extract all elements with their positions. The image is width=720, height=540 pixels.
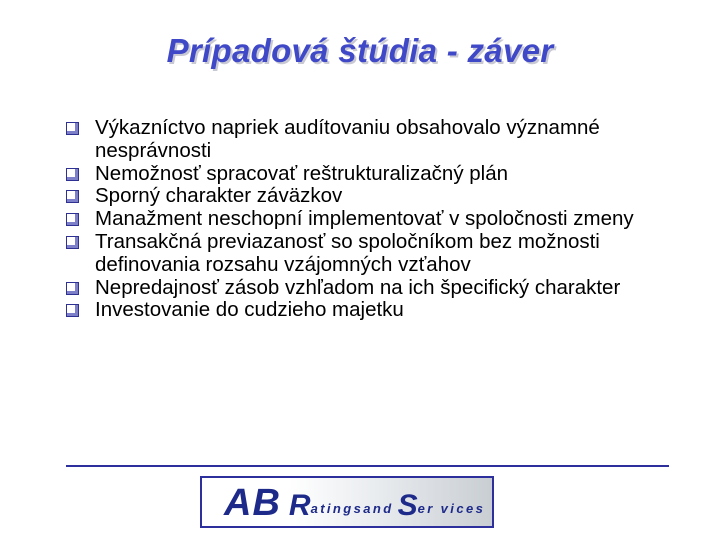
bullet-list [66,117,676,322]
bullet-item [66,208,676,231]
bullet-text: Investovanie do cudzieho majetku [95,298,404,322]
bullet-text: Výkazníctvo napriek audítovaniu obsahovalo významné nesprávnosti [95,116,600,162]
logo-s-rest: er vices [417,501,486,516]
square-bullet-icon [66,304,79,317]
square-bullet-icon [66,236,79,249]
bullet-item [66,163,676,186]
bullet-text: Nemožnosť spracovať reštrukturalizačný plán [95,161,509,185]
ab-ratings-logo [200,476,494,528]
square-bullet-icon [66,122,79,135]
square-bullet-icon [66,282,79,295]
logo-ab: AB [224,482,281,524]
divider-line [66,465,669,467]
square-bullet-icon [66,190,79,203]
square-bullet-icon [66,168,79,181]
bullet-text: Manažment neschopní implementovať v spoločnosti zmeny [95,207,634,231]
logo-s-initial: S [397,489,418,522]
bullet-item [66,277,676,300]
bullet-item [66,117,676,163]
slide-title: Prípadová štúdia - záver [166,32,554,69]
square-bullet-icon [66,213,79,226]
bullet-item [66,185,676,208]
bullet-text: Sporný charakter záväzkov [95,184,343,208]
logo-r-rest: atingsand [310,501,394,516]
logo-wordmark [224,480,485,526]
bullet-text: Transakčná previazanosť so spoločníkom bez možnosti definovania rozsahu vzájomných vzťahov [95,229,600,276]
bullet-text: Nepredajnosť zásob vzhľadom na ich špecifický charakter [95,275,621,299]
bullet-item [66,299,676,322]
logo-r-initial: R [288,489,311,522]
bullet-item [66,231,676,277]
